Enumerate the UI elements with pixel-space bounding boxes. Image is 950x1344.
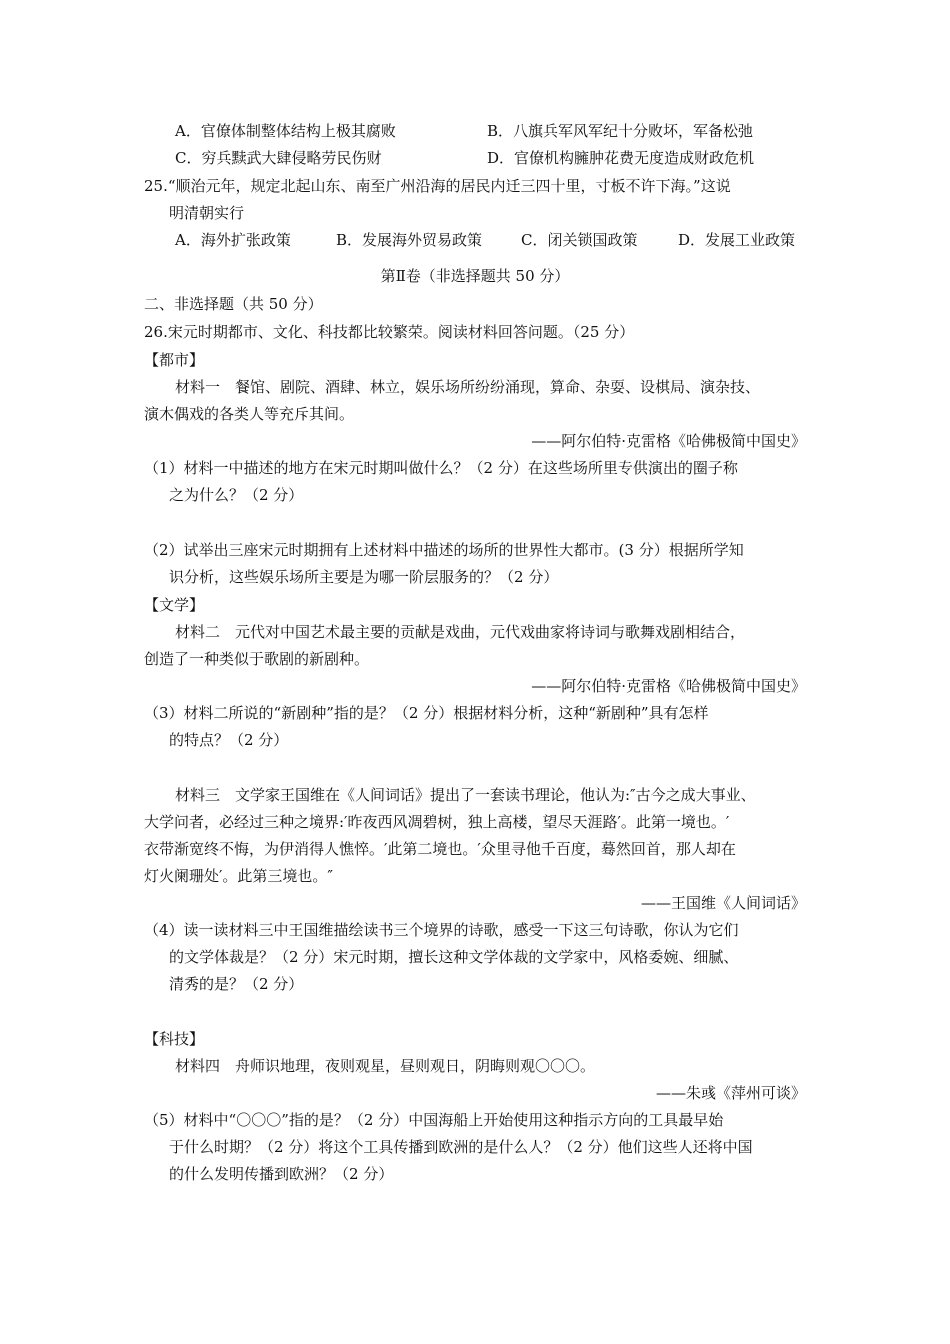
material-4-source: ——朱彧《萍州可谈》 bbox=[655, 1084, 806, 1102]
part-heading: 二、非选择题（共 50 分） bbox=[144, 295, 323, 313]
section-heading-tech: 【科技】 bbox=[144, 1030, 205, 1048]
material-4-line1: 材料四 舟师识地理，夜则观星，昼则观日，阴晦则观〇〇〇。 bbox=[175, 1057, 596, 1075]
q25-option-c: C．闭关锁国政策 bbox=[521, 231, 638, 249]
q26-sub2-line2: 识分析，这些娱乐场所主要是为哪一阶层服务的？（2 分） bbox=[169, 568, 559, 586]
q26-sub2-line1: （2）试举出三座宋元时期拥有上述材料中描述的场所的世界性大都市。(3 分）根据所学知 bbox=[144, 541, 744, 559]
q26-sub4-line1: （4）读一读材料三中王国维描绘读书三个境界的诗歌，感受一下这三句诗歌，你认为它们 bbox=[144, 921, 739, 939]
material-3-source: ——王国维《人间词话》 bbox=[640, 894, 806, 912]
q26-sub1-line1: （1）材料一中描述的地方在宋元时期叫做什么？（2 分）在这些场所里专供演出的圈子称 bbox=[144, 459, 738, 477]
section-heading-city: 【都市】 bbox=[144, 351, 205, 369]
q25-option-b: B．发展海外贸易政策 bbox=[336, 231, 483, 249]
q24-option-a: A．官僚体制整体结构上极其腐败 bbox=[175, 122, 396, 140]
material-3-line2: 大学问者，必经过三种之境界:′昨夜西风凋碧树，独上高楼，望尽天涯路′。此第一境也。′ bbox=[144, 813, 730, 831]
q25-stem-line2: 明清朝实行 bbox=[169, 204, 245, 222]
q26-sub5-line1: （5）材料中“〇〇〇”指的是？（2 分）中国海船上开始使用这种指示方向的工具最早始 bbox=[144, 1111, 724, 1129]
material-1-line1: 材料一 餐馆、剧院、酒肆、林立，娱乐场所纷纷涌现，算命、杂耍、设棋局、演杂技、 bbox=[175, 378, 761, 396]
material-3-line1: 材料三 文学家王国维在《人间词话》提出了一套读书理论，他认为:″古今之成大事业、 bbox=[175, 786, 756, 804]
q26-sub5-line2: 于什么时期？（2 分）将这个工具传播到欧洲的是什么人？（2 分）他们这些人还将中国 bbox=[169, 1138, 753, 1156]
material-2-source: ——阿尔伯特·克雷格《哈佛极简中国史》 bbox=[531, 677, 806, 695]
q24-option-c: C．穷兵黩武大肆侵略劳民伤财 bbox=[175, 149, 382, 167]
material-1-line2: 演木偶戏的各类人等充斥其间。 bbox=[144, 405, 355, 423]
q26-sub1-line2: 之为什么？（2 分） bbox=[169, 486, 304, 504]
q24-option-b: B．八旗兵军风军纪十分败坏，军备松弛 bbox=[487, 122, 754, 140]
material-3-line4: 灯火阑珊处′。此第三境也。″ bbox=[144, 867, 334, 885]
q26-sub5-line3: 的什么发明传播到欧洲？（2 分） bbox=[169, 1165, 394, 1183]
q26-sub3-line2: 的特点？（2 分） bbox=[169, 731, 289, 749]
material-2-line2: 创造了一种类似于歌剧的新剧种。 bbox=[144, 650, 370, 668]
q26-sub4-line3: 清秀的是？（2 分） bbox=[169, 975, 304, 993]
material-3-line3: 衣带渐宽终不悔，为伊消得人憔悴。′此第二境也。′众里寻他千百度，蓦然回首，那人却在 bbox=[144, 840, 736, 858]
q25-option-d: D．发展工业政策 bbox=[678, 231, 796, 249]
q24-option-d: D．官僚机构臃肿花费无度造成财政危机 bbox=[487, 149, 755, 167]
q26-stem: 26.宋元时期都市、文化、科技都比较繁荣。阅读材料回答问题。（25 分） bbox=[144, 323, 635, 341]
q25-option-a: A．海外扩张政策 bbox=[175, 231, 291, 249]
section-heading-literature: 【文学】 bbox=[144, 596, 205, 614]
material-2-line1: 材料二 元代对中国艺术最主要的贡献是戏曲，元代戏曲家将诗词与歌舞戏剧相结合， bbox=[175, 623, 746, 641]
q26-sub4-line2: 的文学体裁是？（2 分）宋元时期，擅长这种文学体裁的文学家中，风格委婉、细腻、 bbox=[169, 948, 739, 966]
q26-sub3-line1: （3）材料二所说的“新剧种”指的是？（2 分）根据材料分析，这种“新剧种”具有怎样 bbox=[144, 704, 709, 722]
volume-title: 第Ⅱ卷（非选择题共 50 分） bbox=[380, 267, 570, 285]
material-1-source: ——阿尔伯特·克雷格《哈佛极简中国史》 bbox=[531, 432, 806, 450]
q25-stem-line1: 25.“顺治元年，规定北起山东、南至广州沿海的居民内迁三四十里，寸板不许下海。”这说 bbox=[144, 177, 731, 195]
